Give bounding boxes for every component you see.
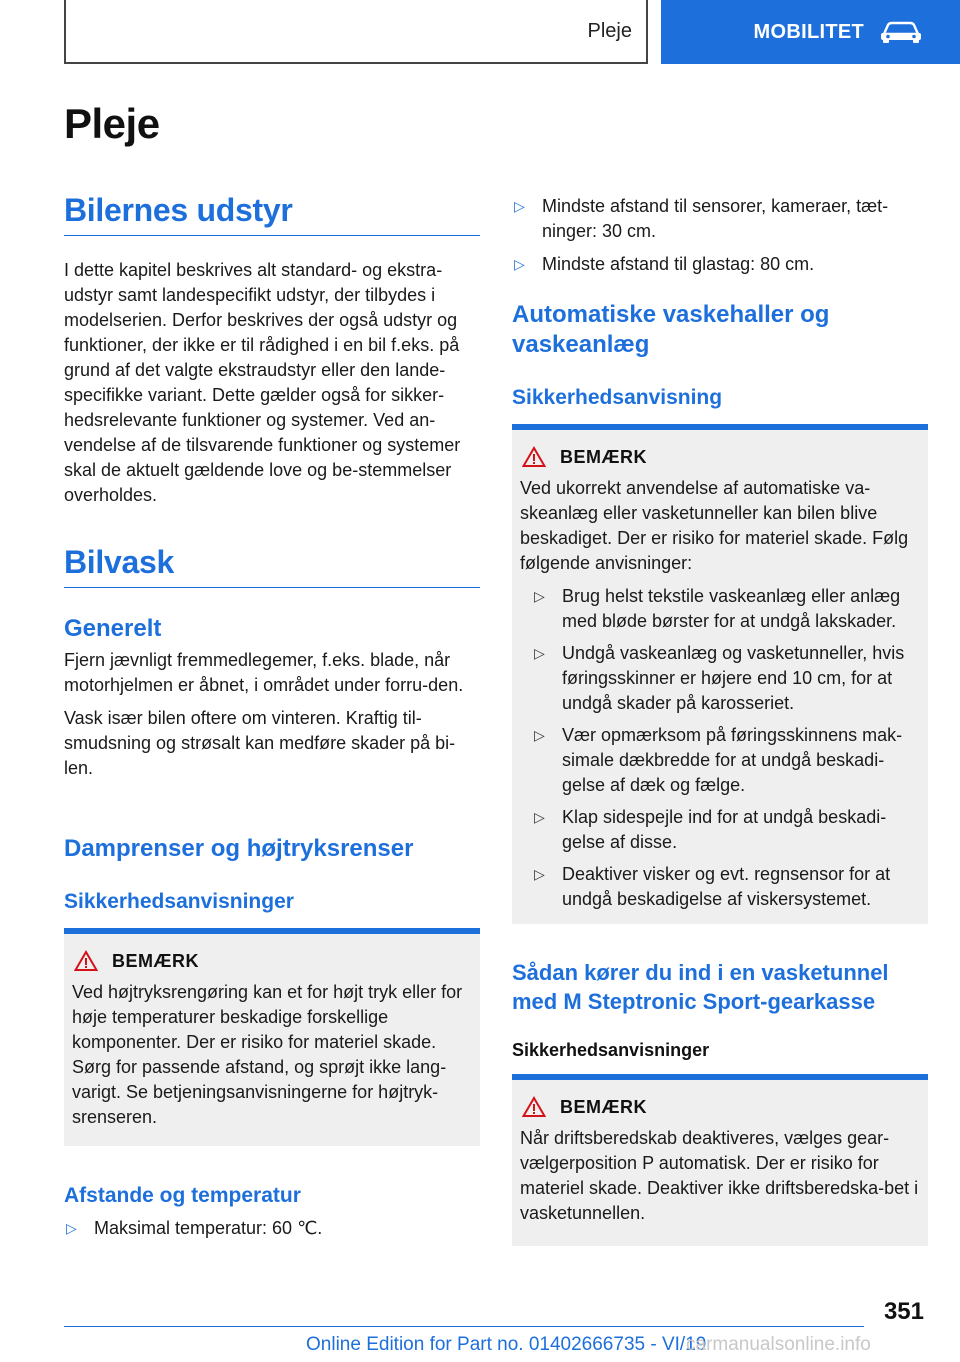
paragraph-generelt-1: Fjern jævnligt fremmedlegemer, f.eks. blade, når motorhjelmen er åbnet, i området under forru-den. bbox=[64, 650, 464, 695]
warning-icon bbox=[522, 446, 546, 468]
heading-vasketunnel: Sådan kører du ind i en vasketunnel med M Steptronic Sport-gearkasse bbox=[512, 960, 889, 1014]
list-item bbox=[532, 805, 920, 855]
heading-generelt: Generelt bbox=[64, 615, 162, 642]
list-afstand-right bbox=[512, 194, 928, 277]
heading-bilernes-udstyr: Bilernes udstyr bbox=[64, 192, 480, 236]
header-chapter-tab bbox=[661, 0, 960, 64]
heading-sikkerhedsanvisninger-right: Sikkerhedsanvisninger bbox=[512, 1040, 710, 1060]
heading-damprenser: Damprenser og højtryksrenser bbox=[64, 835, 414, 862]
triangle-bullet-icon: ▷ bbox=[514, 256, 525, 272]
list-item-text: Mindste afstand til glastag: 80 cm. bbox=[542, 254, 815, 274]
note-list bbox=[520, 584, 920, 912]
note-title-row bbox=[522, 446, 920, 468]
list-item bbox=[512, 194, 928, 244]
triangle-bullet-icon: ▷ bbox=[534, 866, 545, 882]
list-item-text: Deaktiver visker og evt. regnsensor for at undgå beskadigelse af viskersystemet. bbox=[562, 864, 891, 909]
note-box-washing bbox=[512, 424, 928, 924]
list-item-text: Klap sidespejle ind for at undgå beskadi-gelse af disse. bbox=[562, 807, 887, 852]
list-item bbox=[532, 641, 920, 716]
note-text: Når driftsberedskab deaktiveres, vælges gear-vælgerposition P automatisk. Der er risiko for materiel skade. Deaktiver ikke driftsberedska-bet i vasketunnellen. bbox=[520, 1128, 919, 1223]
intro-paragraph: I dette kapitel beskrives alt standard- og ekstra-udstyr samt landespecifikt udstyr, der tilbydes i modelserien. Derfor beskrives der også udstyr og funktioner, der ikke er til rådighed i en bil f.eks. på grund af det valgte ekstraudstyr eller den lande-specifikke variant. Dette gælder også for sikker-hedsrelevante funktioner og systemer. Ved an-vendelse af de tilsvarende funktioner og systemer skal de aktuelt gældende love og be-stemmelser overholdes. bbox=[64, 260, 461, 505]
heading-sikkerhedsanvisninger-left: Sikkerhedsanvisninger bbox=[64, 890, 294, 913]
triangle-bullet-icon: ▷ bbox=[514, 198, 525, 214]
list-item bbox=[532, 723, 920, 798]
list-item-text: Mindste afstand til sensorer, kameraer, tæt-ninger: 30 cm. bbox=[542, 196, 889, 241]
triangle-bullet-icon: ▷ bbox=[534, 809, 545, 825]
list-item bbox=[532, 584, 920, 634]
heading-sikkerhedsanvisning-right: Sikkerhedsanvisning bbox=[512, 386, 723, 409]
footer-edition: Online Edition for Part no. 01402666735 - VI/19 bbox=[306, 1334, 707, 1355]
note-title-row bbox=[74, 950, 472, 972]
triangle-bullet-icon: ▷ bbox=[534, 588, 545, 604]
note-title: BEMÆRK bbox=[560, 1096, 647, 1117]
watermark: carmanualsonline.info bbox=[686, 1334, 871, 1355]
note-box-driftsberedskab bbox=[512, 1074, 928, 1246]
note-title-row bbox=[522, 1096, 920, 1118]
heading-afstande: Afstande og temperatur bbox=[64, 1184, 301, 1207]
warning-icon bbox=[74, 950, 98, 972]
warning-icon bbox=[522, 1096, 546, 1118]
list-afstand-left bbox=[64, 1216, 480, 1241]
list-item bbox=[512, 252, 928, 277]
list-item-text: Brug helst tekstile vaskeanlæg eller anlæg med bløde børster for at undgå lakskader. bbox=[562, 586, 901, 631]
page-title: Pleje bbox=[64, 100, 160, 147]
triangle-bullet-icon: ▷ bbox=[66, 1220, 77, 1236]
note-text: Ved ukorrekt anvendelse af automatiske va-skeanlæg eller vasketunneller kan bilen blive beskadiget. Der er risiko for materiel skade. Følg følgende anvisninger: bbox=[520, 478, 909, 573]
triangle-bullet-icon: ▷ bbox=[534, 645, 545, 661]
header-section-label: Pleje bbox=[587, 19, 632, 42]
list-item-text: Vær opmærksom på føringsskinnens mak-simale dækbredde for at undgå beskadi-gelse af dæk og fælge. bbox=[562, 725, 903, 795]
note-text: Ved højtryksrengøring kan et for højt tryk eller for høje temperaturer beskadige forskellige komponenter. Der er risiko for materiel skade. Sørg for passende afstand, og sprøjt ikke lang-varigt. Se betjeningsanvisningerne for højtryk-srenseren. bbox=[72, 982, 463, 1127]
list-item-text: Maksimal temperatur: 60 ℃. bbox=[94, 1218, 323, 1238]
car-icon bbox=[878, 20, 924, 44]
heading-automatiske-vaskehaller: Automatiske vaskehaller og vaskeanlæg bbox=[512, 301, 830, 358]
footer-divider bbox=[64, 1326, 864, 1327]
list-item bbox=[64, 1216, 480, 1241]
header-chapter-label: MOBILITET bbox=[753, 20, 864, 43]
note-title: BEMÆRK bbox=[112, 950, 199, 971]
note-box-highpressure bbox=[64, 928, 480, 1146]
triangle-bullet-icon: ▷ bbox=[534, 727, 545, 743]
list-item bbox=[532, 862, 920, 912]
page-number: 351 bbox=[883, 1298, 924, 1325]
paragraph-generelt-2: Vask især bilen oftere om vinteren. Kraftig til-smudsning og strøsalt kan medføre skader på bi-len. bbox=[64, 708, 456, 778]
heading-bilvask: Bilvask bbox=[64, 544, 480, 588]
list-item-text: Undgå vaskeanlæg og vasketunneller, hvis føringsskinner er højere end 10 cm, for at undgå skader på karosseriet. bbox=[562, 643, 905, 713]
note-title: BEMÆRK bbox=[560, 446, 647, 467]
header-section-tab bbox=[64, 0, 648, 64]
